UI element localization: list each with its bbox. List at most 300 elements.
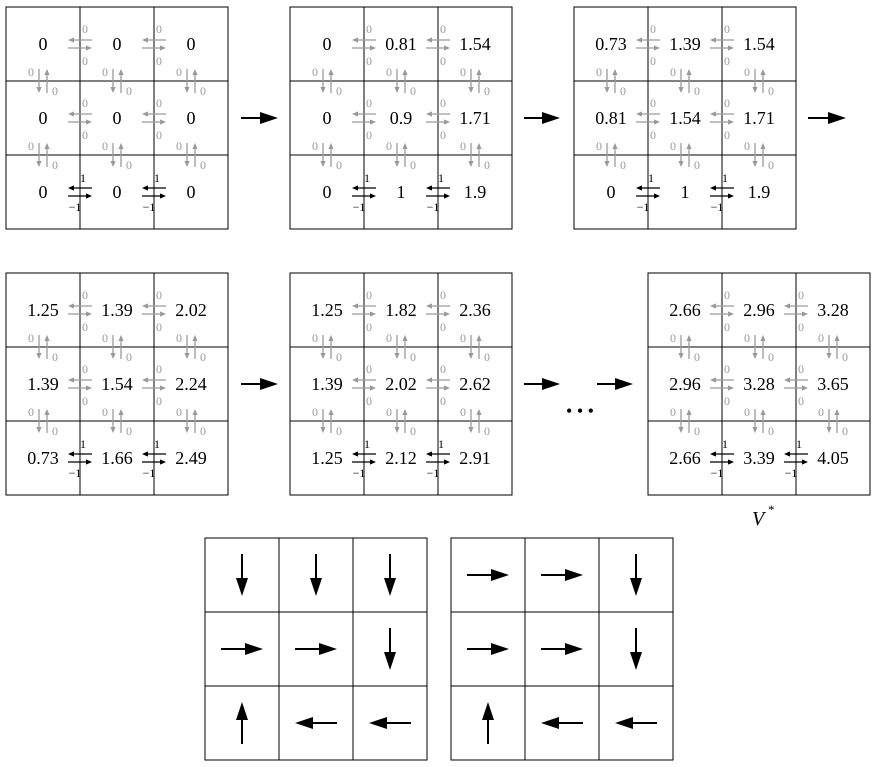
reward-zero: 0 <box>620 84 626 98</box>
transition-right-arrow-head <box>370 459 376 464</box>
policy-left-arrow-r3c3-head <box>369 717 387 729</box>
transition-up-arrow-head <box>760 409 765 415</box>
transition-left-arrow-head <box>426 377 432 382</box>
transition-down-arrow-head <box>110 427 115 433</box>
reward-zero: 0 <box>410 424 416 438</box>
transition-up-arrow-head <box>612 69 617 75</box>
transition-down-arrow-head <box>678 353 683 359</box>
reward-zero: 0 <box>366 362 372 376</box>
transition-down-arrow-head <box>394 353 399 359</box>
reward-zero: 0 <box>336 84 342 98</box>
policy-up-arrow-r3c1 <box>482 702 494 744</box>
state-value-r3c2: 1.66 <box>101 448 133 468</box>
policy-up-arrow-r3c1-head <box>236 702 248 720</box>
reward-negative: −1 <box>426 466 440 480</box>
reward-zero: 0 <box>126 424 132 438</box>
reward-zero: 0 <box>724 362 730 376</box>
transition-right-arrow-head <box>444 385 450 390</box>
reward-zero: 0 <box>694 84 700 98</box>
transition-right-arrow-head <box>370 193 376 198</box>
transition-left-arrow-head <box>68 451 74 456</box>
transition-down-arrow-head <box>394 87 399 93</box>
value-grid-3 <box>574 7 796 229</box>
reward-zero: 0 <box>200 350 206 364</box>
transition-right-arrow-head <box>444 45 450 50</box>
reward-zero: 0 <box>52 424 58 438</box>
transition-left-arrow-head <box>636 37 642 42</box>
policy-right-arrow-r2c2-head <box>565 643 583 655</box>
transition-right-arrow-head <box>802 311 808 316</box>
policy-up-arrow-r3c1 <box>236 702 248 744</box>
reward-zero: 0 <box>768 158 774 172</box>
reward-positive: 1 <box>722 171 728 185</box>
transition-up-arrow-head <box>192 69 197 75</box>
reward-zero: 0 <box>156 288 162 302</box>
transition-left-arrow-head <box>710 37 716 42</box>
state-value-r2c1: 1.39 <box>27 374 59 394</box>
reward-zero: 0 <box>744 65 750 79</box>
transition-up-arrow-head <box>760 143 765 149</box>
reward-zero: 0 <box>670 65 676 79</box>
reward-zero: 0 <box>156 394 162 408</box>
reward-zero: 0 <box>312 405 318 419</box>
value-grid-2 <box>290 7 512 229</box>
reward-zero: 0 <box>200 424 206 438</box>
transition-up-arrow-head <box>476 69 481 75</box>
transition-right-arrow-head <box>444 193 450 198</box>
reward-negative: −1 <box>710 466 724 480</box>
transition-up-arrow-head <box>402 69 407 75</box>
transition-down-arrow-head <box>110 353 115 359</box>
transition-left-arrow-head <box>710 111 716 116</box>
reward-zero: 0 <box>440 22 446 36</box>
transition-down-arrow-head <box>320 353 325 359</box>
reward-negative: −1 <box>710 200 724 214</box>
reward-zero: 0 <box>176 139 182 153</box>
state-value-r2c2: 1.54 <box>101 374 133 394</box>
reward-negative: −1 <box>142 466 156 480</box>
transition-left-arrow-head <box>68 37 74 42</box>
reward-zero: 0 <box>650 128 656 142</box>
policy-right-arrow-r2c2 <box>541 643 583 655</box>
transition-right-arrow-head <box>86 459 92 464</box>
transition-up-arrow-head <box>686 335 691 341</box>
reward-zero: 0 <box>842 424 848 438</box>
transition-right-arrow-head <box>444 311 450 316</box>
transition-left-arrow-head <box>142 451 148 456</box>
transition-left-arrow-head <box>710 185 716 190</box>
reward-zero: 0 <box>460 65 466 79</box>
transition-up-arrow-head <box>118 69 123 75</box>
reward-zero: 0 <box>724 288 730 302</box>
reward-zero: 0 <box>694 424 700 438</box>
transition-down-arrow-head <box>752 161 757 167</box>
policy-right-arrow-r2c1-head <box>491 643 509 655</box>
transition-right-arrow-head <box>654 193 660 198</box>
transition-left-arrow-head <box>710 377 716 382</box>
transition-right-arrow-head <box>160 193 166 198</box>
reward-zero: 0 <box>460 139 466 153</box>
reward-zero: 0 <box>410 84 416 98</box>
reward-negative: −1 <box>142 200 156 214</box>
transition-down-arrow-head <box>36 353 41 359</box>
reward-zero: 0 <box>82 54 88 68</box>
transition-up-arrow-head <box>686 69 691 75</box>
state-value-r3c1: 0.73 <box>27 448 59 468</box>
transition-left-arrow-head <box>426 303 432 308</box>
transition-right-arrow-head <box>160 119 166 124</box>
state-value-r1c3: 2.02 <box>175 300 207 320</box>
iteration-arrow-5 <box>524 378 560 390</box>
transition-left-arrow-head <box>142 185 148 190</box>
transition-right-arrow-head <box>86 385 92 390</box>
transition-up-arrow-head <box>834 409 839 415</box>
transition-up-arrow-head <box>686 143 691 149</box>
transition-down-arrow-head <box>678 427 683 433</box>
reward-zero: 0 <box>176 405 182 419</box>
reward-zero: 0 <box>312 331 318 345</box>
transition-right-arrow-head <box>728 311 734 316</box>
policy-down-arrow-r1c1-head <box>236 578 248 596</box>
transition-left-arrow-head <box>68 377 74 382</box>
transition-right-arrow-head <box>728 119 734 124</box>
policy-down-arrow-r2c3-head <box>384 652 396 670</box>
reward-positive: 1 <box>438 437 444 451</box>
reward-zero: 0 <box>176 331 182 345</box>
reward-zero: 0 <box>798 362 804 376</box>
transition-right-arrow-head <box>728 45 734 50</box>
reward-zero: 0 <box>410 350 416 364</box>
transition-left-arrow-head <box>784 377 790 382</box>
transition-down-arrow-head <box>752 427 757 433</box>
iteration-arrow-6 <box>597 378 633 390</box>
transition-left-arrow-head <box>784 303 790 308</box>
state-value-r1c3: 0 <box>186 34 196 54</box>
policy-right-arrow-r1c2 <box>541 569 583 581</box>
reward-zero: 0 <box>386 139 392 153</box>
caption-superscript: * <box>768 502 775 517</box>
policy-down-arrow-r1c3 <box>384 554 396 596</box>
reward-zero: 0 <box>650 96 656 110</box>
reward-zero: 0 <box>336 424 342 438</box>
iteration-arrow-3 <box>808 112 846 124</box>
reward-zero: 0 <box>670 139 676 153</box>
transition-left-arrow-head <box>426 37 432 42</box>
transition-right-arrow-head <box>728 193 734 198</box>
state-value-r1c2: 1.82 <box>385 300 417 320</box>
reward-zero: 0 <box>768 350 774 364</box>
transition-right-arrow-head <box>160 311 166 316</box>
reward-zero: 0 <box>366 54 372 68</box>
transition-up-arrow-head <box>760 69 765 75</box>
transition-up-arrow-head <box>476 335 481 341</box>
state-value-r2c1: 2.96 <box>669 374 701 394</box>
transition-right-arrow-head <box>370 45 376 50</box>
state-value-r3c2: 3.39 <box>743 448 775 468</box>
transition-right-arrow-head <box>86 311 92 316</box>
transition-right-arrow-head <box>444 459 450 464</box>
ellipsis: • • • <box>566 401 594 421</box>
reward-zero: 0 <box>440 54 446 68</box>
reward-zero: 0 <box>440 128 446 142</box>
reward-zero: 0 <box>366 96 372 110</box>
transition-down-arrow-head <box>826 427 831 433</box>
transition-up-arrow-head <box>476 143 481 149</box>
transition-right-arrow-head <box>370 119 376 124</box>
state-value-r2c3: 0 <box>186 108 196 128</box>
transition-right-arrow-head <box>160 459 166 464</box>
policy-right-arrow-r1c1-head <box>491 569 509 581</box>
reward-positive: 1 <box>364 437 370 451</box>
reward-zero: 0 <box>440 288 446 302</box>
policy-left-arrow-r3c2 <box>541 717 583 729</box>
reward-zero: 0 <box>798 288 804 302</box>
transition-down-arrow-head <box>184 161 189 167</box>
iteration-arrow-2-head <box>542 112 560 124</box>
transition-up-arrow-head <box>476 409 481 415</box>
policy-left-arrow-r3c2-head <box>295 717 313 729</box>
state-value-r1c3: 3.28 <box>817 300 849 320</box>
transition-left-arrow-head <box>142 303 148 308</box>
transition-down-arrow-head <box>752 87 757 93</box>
transition-up-arrow-head <box>834 335 839 341</box>
transition-right-arrow-head <box>728 459 734 464</box>
transition-right-arrow-head <box>370 311 376 316</box>
transition-down-arrow-head <box>320 161 325 167</box>
transition-right-arrow-head <box>802 385 808 390</box>
reward-zero: 0 <box>484 350 490 364</box>
reward-zero: 0 <box>28 65 34 79</box>
reward-zero: 0 <box>768 84 774 98</box>
transition-left-arrow-head <box>142 111 148 116</box>
transition-up-arrow-head <box>328 143 333 149</box>
transition-down-arrow-head <box>36 427 41 433</box>
iteration-arrow-1 <box>241 112 278 124</box>
transition-down-arrow-head <box>678 161 683 167</box>
policy-down-arrow-r1c3 <box>630 554 642 596</box>
policy-down-arrow-r1c3-head <box>630 578 642 596</box>
transition-down-arrow-head <box>468 427 473 433</box>
reward-zero: 0 <box>52 84 58 98</box>
state-value-r2c1: 0.81 <box>595 108 627 128</box>
reward-positive: 1 <box>80 171 86 185</box>
reward-zero: 0 <box>200 84 206 98</box>
transition-down-arrow-head <box>110 161 115 167</box>
transition-up-arrow-head <box>44 409 49 415</box>
transition-left-arrow-head <box>426 185 432 190</box>
transition-right-arrow-head <box>86 119 92 124</box>
transition-down-arrow-head <box>604 161 609 167</box>
transition-down-arrow-head <box>468 353 473 359</box>
iteration-arrow-3-head <box>828 112 846 124</box>
transition-down-arrow-head <box>184 353 189 359</box>
iteration-arrow-1-head <box>260 112 278 124</box>
reward-negative: −1 <box>426 200 440 214</box>
policy-left-arrow-r3c2 <box>295 717 337 729</box>
iteration-arrow-4-head <box>260 378 278 390</box>
transition-down-arrow-head <box>468 87 473 93</box>
reward-zero: 0 <box>156 128 162 142</box>
policy-right-arrow-r1c2-head <box>565 569 583 581</box>
transition-up-arrow-head <box>328 335 333 341</box>
state-value-r1c1: 1.25 <box>311 300 343 320</box>
reward-zero: 0 <box>798 394 804 408</box>
transition-down-arrow-head <box>36 161 41 167</box>
transition-down-arrow-head <box>320 427 325 433</box>
reward-zero: 0 <box>818 405 824 419</box>
state-value-r1c1: 0.73 <box>595 34 627 54</box>
policy-up-arrow-r3c1-head <box>482 702 494 720</box>
transition-down-arrow-head <box>468 161 473 167</box>
transition-up-arrow-head <box>44 69 49 75</box>
reward-zero: 0 <box>798 320 804 334</box>
reward-positive: 1 <box>438 171 444 185</box>
reward-zero: 0 <box>82 394 88 408</box>
state-value-r2c2: 0 <box>112 108 122 128</box>
reward-zero: 0 <box>744 139 750 153</box>
state-value-r1c3: 2.36 <box>459 300 491 320</box>
iteration-arrow-6-head <box>615 378 633 390</box>
transition-up-arrow-head <box>328 409 333 415</box>
reward-positive: 1 <box>80 437 86 451</box>
state-value-r2c3: 3.65 <box>817 374 849 394</box>
transition-right-arrow-head <box>160 45 166 50</box>
policy-left-arrow-r3c3 <box>369 717 411 729</box>
reward-zero: 0 <box>156 320 162 334</box>
state-value-r3c3: 1.9 <box>747 182 771 202</box>
transition-left-arrow-head <box>142 377 148 382</box>
transition-right-arrow-head <box>728 385 734 390</box>
transition-left-arrow-head <box>352 377 358 382</box>
iteration-arrow-5-head <box>542 378 560 390</box>
transition-up-arrow-head <box>44 143 49 149</box>
transition-down-arrow-head <box>184 87 189 93</box>
state-value-r1c3: 1.54 <box>459 34 491 54</box>
transition-up-arrow-head <box>192 409 197 415</box>
transition-left-arrow-head <box>68 185 74 190</box>
reward-zero: 0 <box>366 288 372 302</box>
reward-zero: 0 <box>724 96 730 110</box>
reward-zero: 0 <box>694 158 700 172</box>
transition-up-arrow-head <box>192 335 197 341</box>
reward-zero: 0 <box>768 424 774 438</box>
state-value-r3c1: 0 <box>38 182 48 202</box>
reward-zero: 0 <box>386 331 392 345</box>
state-value-r1c2: 0 <box>112 34 122 54</box>
reward-zero: 0 <box>670 331 676 345</box>
transition-up-arrow-head <box>402 409 407 415</box>
state-value-r3c2: 2.12 <box>385 448 417 468</box>
state-value-r2c3: 2.62 <box>459 374 491 394</box>
reward-zero: 0 <box>156 54 162 68</box>
transition-left-arrow-head <box>426 451 432 456</box>
reward-zero: 0 <box>410 158 416 172</box>
reward-zero: 0 <box>82 362 88 376</box>
reward-negative: −1 <box>68 466 82 480</box>
value-grid-4 <box>6 273 228 495</box>
state-value-r2c2: 2.02 <box>385 374 417 394</box>
reward-zero: 0 <box>366 320 372 334</box>
reward-positive: 1 <box>648 171 654 185</box>
transition-right-arrow-head <box>654 119 660 124</box>
transition-up-arrow-head <box>612 143 617 149</box>
reward-negative: −1 <box>636 200 650 214</box>
transition-down-arrow-head <box>36 87 41 93</box>
transition-down-arrow-head <box>394 427 399 433</box>
state-value-r2c1: 1.39 <box>311 374 343 394</box>
transition-left-arrow-head <box>352 37 358 42</box>
state-value-r3c1: 0 <box>322 182 332 202</box>
value-grid-1 <box>6 7 228 229</box>
reward-zero: 0 <box>670 405 676 419</box>
transition-left-arrow-head <box>710 451 716 456</box>
transition-up-arrow-head <box>328 69 333 75</box>
reward-zero: 0 <box>156 22 162 36</box>
state-value-r1c2: 1.39 <box>669 34 701 54</box>
policy-left-arrow-r3c3-head <box>615 717 633 729</box>
transition-up-arrow-head <box>118 335 123 341</box>
policy-down-arrow-r2c3 <box>630 628 642 670</box>
reward-zero: 0 <box>440 362 446 376</box>
transition-up-arrow-head <box>402 335 407 341</box>
policy-down-arrow-r1c2-head <box>310 578 322 596</box>
reward-zero: 0 <box>460 405 466 419</box>
optimal-value-grid <box>648 273 870 495</box>
policy-down-arrow-r1c3-head <box>384 578 396 596</box>
reward-zero: 0 <box>724 22 730 36</box>
state-value-r3c3: 4.05 <box>817 448 849 468</box>
policy-right-arrow-r2c1 <box>221 643 263 655</box>
transition-left-arrow-head <box>784 451 790 456</box>
state-value-r3c2: 1 <box>396 182 406 202</box>
reward-zero: 0 <box>28 405 34 419</box>
transition-down-arrow-head <box>678 87 683 93</box>
reward-zero: 0 <box>386 65 392 79</box>
reward-zero: 0 <box>52 350 58 364</box>
transition-down-arrow-head <box>184 427 189 433</box>
policy-right-arrow-r2c1-head <box>245 643 263 655</box>
transition-down-arrow-head <box>604 87 609 93</box>
transition-up-arrow-head <box>44 335 49 341</box>
transition-left-arrow-head <box>352 451 358 456</box>
reward-zero: 0 <box>386 405 392 419</box>
reward-zero: 0 <box>366 22 372 36</box>
reward-zero: 0 <box>156 362 162 376</box>
reward-zero: 0 <box>82 320 88 334</box>
reward-zero: 0 <box>82 96 88 110</box>
reward-zero: 0 <box>596 139 602 153</box>
reward-zero: 0 <box>440 394 446 408</box>
state-value-r1c1: 0 <box>322 34 332 54</box>
transition-right-arrow-head <box>370 385 376 390</box>
reward-zero: 0 <box>724 54 730 68</box>
reward-zero: 0 <box>312 65 318 79</box>
reward-zero: 0 <box>336 350 342 364</box>
transition-down-arrow-head <box>752 353 757 359</box>
transition-left-arrow-head <box>426 111 432 116</box>
transition-left-arrow-head <box>68 303 74 308</box>
state-value-r2c3: 2.24 <box>175 374 207 394</box>
transition-left-arrow-head <box>352 111 358 116</box>
transition-down-arrow-head <box>320 87 325 93</box>
reward-zero: 0 <box>724 128 730 142</box>
reward-zero: 0 <box>694 350 700 364</box>
reward-zero: 0 <box>28 139 34 153</box>
reward-positive: 1 <box>796 437 802 451</box>
policy-left-arrow-r3c2-head <box>541 717 559 729</box>
reward-zero: 0 <box>620 158 626 172</box>
transition-right-arrow-head <box>160 385 166 390</box>
